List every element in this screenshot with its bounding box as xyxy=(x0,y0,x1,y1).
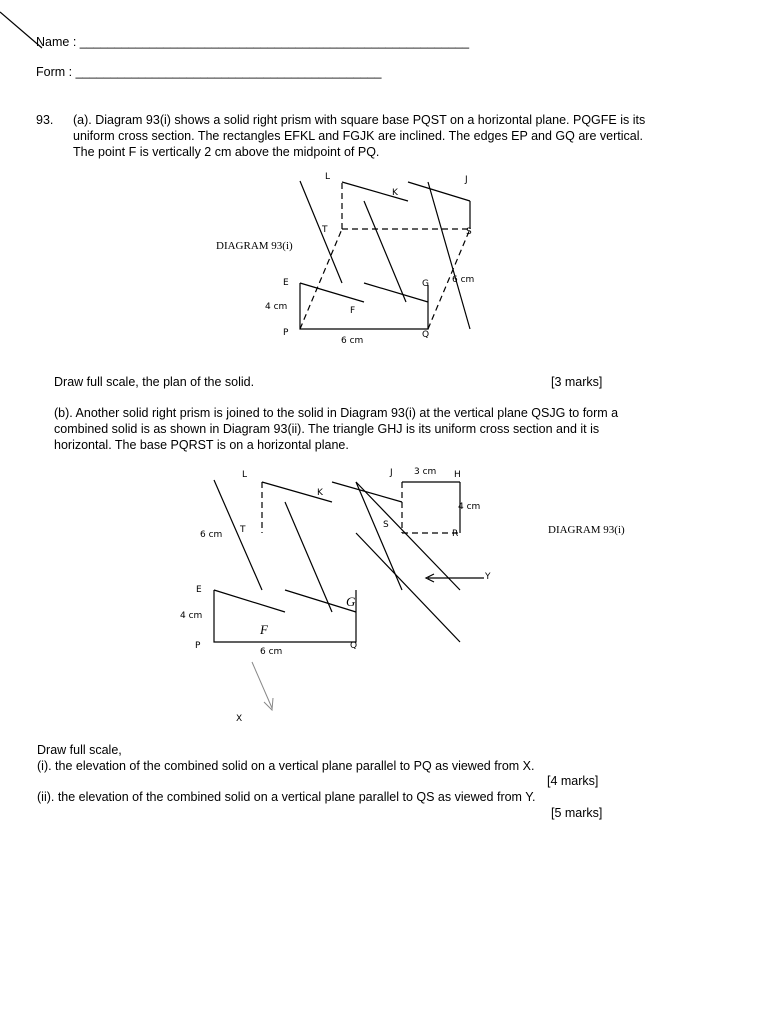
dim-top: 3 cm xyxy=(414,467,437,477)
label-S: S xyxy=(383,520,389,530)
label-Q: Q xyxy=(422,330,430,340)
part-a-marks: [3 marks] xyxy=(551,375,603,389)
part-b-marks-i: [4 marks] xyxy=(547,774,599,788)
name-field[interactable]: Name : ________________________________________________________ xyxy=(36,35,470,49)
question-number: 93. xyxy=(36,113,54,127)
part-b-sub-i: (i). the elevation of the combined solid on a vertical plane parallel to PQ as viewed from X. xyxy=(37,759,535,773)
part-a-line3: The point F is vertically 2 cm above the midpoint of PQ. xyxy=(73,145,380,159)
label-E: E xyxy=(196,585,202,595)
label-F: F xyxy=(260,622,268,637)
part-b-line1: (b). Another solid right prism is joined to the solid in Diagram 93(i) at the vertical plane QSJG to form a xyxy=(54,406,619,420)
label-R: R xyxy=(452,529,459,539)
dim-width: 6 cm xyxy=(260,647,283,657)
label-F: F xyxy=(350,306,356,316)
label-H: H xyxy=(454,470,461,480)
label-T: T xyxy=(240,525,246,535)
label-Q: Q xyxy=(350,641,358,651)
label-J: J xyxy=(390,468,393,478)
label-L: L xyxy=(325,172,331,182)
dim-width: 6 cm xyxy=(341,336,364,346)
label-X: X xyxy=(236,714,243,724)
part-a-instruction: Draw full scale, the plan of the solid. xyxy=(54,375,255,389)
label-Y: Y xyxy=(485,572,491,582)
part-b-instruction: Draw full scale, xyxy=(37,743,122,757)
label-G: G xyxy=(422,279,429,289)
label-E: E xyxy=(283,278,289,288)
label-L: L xyxy=(242,470,248,480)
dim-depth: 6 cm xyxy=(452,275,475,285)
label-G: G xyxy=(346,594,356,609)
diagram-93-i-title: DIAGRAM 93(i) xyxy=(216,240,293,252)
label-S: S xyxy=(466,227,472,237)
label-K: K xyxy=(392,188,398,198)
label-P: P xyxy=(195,641,201,651)
diagram-93-ii-title: DIAGRAM 93(i) xyxy=(548,524,625,536)
dim-height: 4 cm xyxy=(180,611,203,621)
part-b-line2: combined solid is as shown in Diagram 93(ii). The triangle GHJ is its uniform cross section and it is xyxy=(54,422,600,436)
dim-right: 4 cm xyxy=(458,502,481,512)
label-T: T xyxy=(322,225,328,235)
label-K: K xyxy=(317,488,323,498)
dim-depth: 6 cm xyxy=(200,530,223,540)
part-b-sub-ii: (ii). the elevation of the combined solid on a vertical plane parallel to QS as viewed from Y. xyxy=(37,790,536,804)
part-b-line3: horizontal. The base PQRST is on a horizontal plane. xyxy=(54,438,349,452)
dim-height: 4 cm xyxy=(265,302,288,312)
label-P: P xyxy=(283,328,289,338)
form-field[interactable]: Form : ____________________________________________ xyxy=(36,65,382,79)
part-b-marks-ii: [5 marks] xyxy=(551,806,603,820)
part-a-line2: uniform cross section. The rectangles EFKL and FGJK are inclined. The edges EP and GQ are vertical. xyxy=(73,129,643,143)
part-a-line1: (a). Diagram 93(i) shows a solid right prism with square base PQST on a horizontal plane. PQGFE is its xyxy=(73,113,646,127)
label-J: J xyxy=(465,175,468,185)
